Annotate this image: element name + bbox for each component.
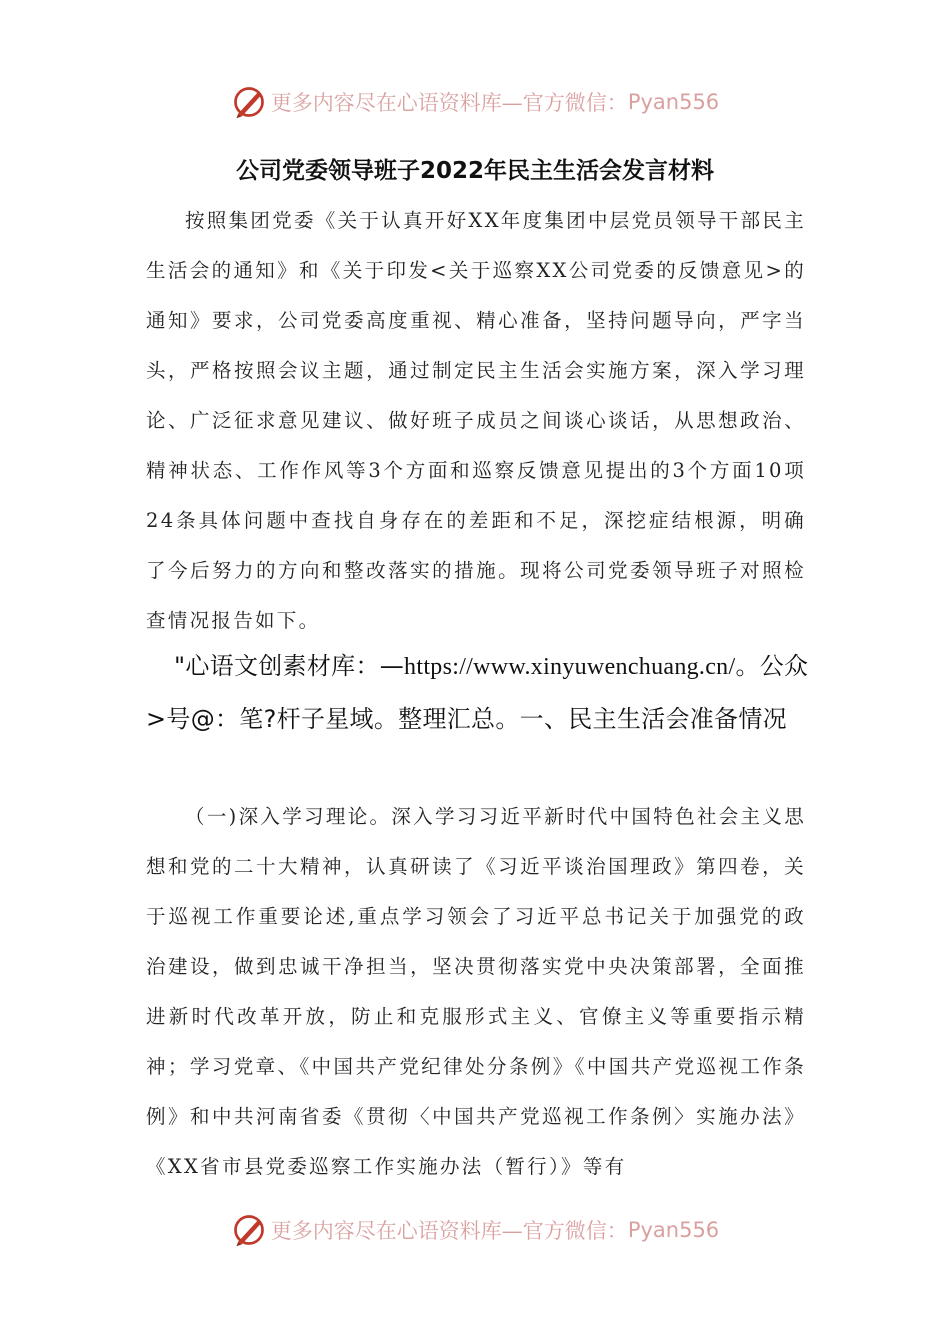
header-banner bbox=[0, 80, 950, 124]
section-heading bbox=[146, 640, 811, 745]
banner-wechat-id: Pyan556 bbox=[627, 90, 720, 114]
pen-logo-icon bbox=[231, 1212, 267, 1248]
document-title: 公司党委领导班子2022年民主生活会发言材料 bbox=[235, 158, 714, 184]
promo-suffix: 。公众>号@：笔?杆子星域。整理汇总。一、民主生活会准备情况 bbox=[146, 652, 809, 733]
banner-text: 更多内容尽在心语资料库—官方微信： bbox=[270, 91, 628, 115]
promo-url: https://www.xinyuwenchuang.cn/ bbox=[404, 654, 736, 680]
banner-text: 更多内容尽在心语资料库—官方微信： bbox=[270, 1219, 628, 1243]
study-paragraph: （一)深入学习理论。深入学习习近平新时代中国特色社会主义思想和党的二十大精神，认真研读了《习近平谈治国理政》第四卷，关于巡视工作重要论述,重点学习领会了习近平总书记关于加强党的政治建设，做到忠诚干净担当，坚决贯彻落实党中央决策部署，全面推进新时代改革开放，防止和克服形式主义、官僚主义等重要指示精神；学习党章、《中国共产党纪律处分条例》《中国共产党巡视工作条例》和中共河南省委《贯彻〈中国共产党巡视工作条例〉实施办法》《XX省市县党委巡察工作实施办法（暂行）》等有 bbox=[146, 805, 806, 1178]
pen-logo-icon bbox=[231, 84, 267, 120]
banner-wechat-id: Pyan556 bbox=[627, 1218, 720, 1242]
footer-banner bbox=[0, 1208, 950, 1252]
intro-paragraph: 按照集团党委《关于认真开好XX年度集团中层党员领导干部民主生活会的通知》和《关于印发<关于巡察XX公司党委的反馈意见>的通知》要求，公司党委高度重视、精心准备，坚持问题导向，严字当头，严格按照会议主题，通过制定民主生活会实施方案，深入学习理论、广泛征求意见建议、做好班子成员之间谈心谈话，从思想政治、精神状态、工作作风等3个方面和巡察反馈意见提出的3个方面10项24条具体问题中查找自身存在的差距和不足，深挖症结根源，明确了今后努力的方向和整改落实的措施。现将公司党委领导班子对照检查情况报告如下。 bbox=[146, 209, 806, 632]
promo-prefix: "心语文创素材库：— bbox=[174, 652, 405, 680]
